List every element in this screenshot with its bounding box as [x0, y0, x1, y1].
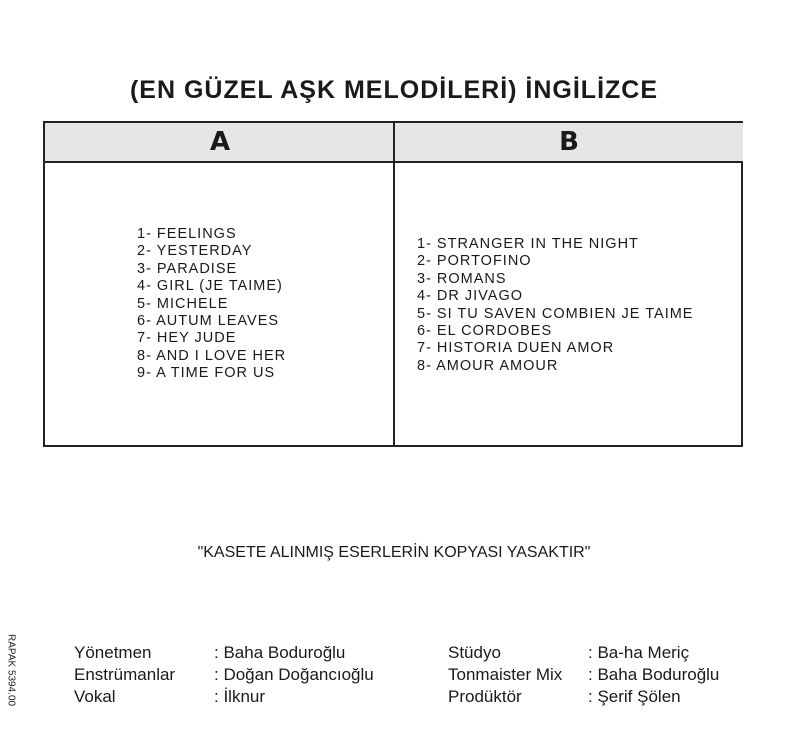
tracklist-table: [43, 121, 743, 447]
track-item: 2- YESTERDAY: [137, 243, 253, 260]
track-item: 4- GIRL (JE TAIME): [137, 278, 283, 295]
track-item: 1- STRANGER IN THE NIGHT: [417, 236, 639, 252]
side-b-tracklist: [417, 236, 693, 375]
track-item: 9- A TIME FOR US: [137, 365, 276, 382]
credit-label: Vokal: [74, 687, 116, 706]
credit-label: Yönetmen: [74, 643, 152, 662]
track-item: 5- SI TU SAVEN COMBIEN JE TAIME: [417, 305, 694, 322]
track-item: 4- DR JIVAGO: [417, 288, 523, 305]
credit-label: Stüdyo: [448, 643, 501, 662]
track-item: 6- EL CORDOBES: [417, 323, 553, 340]
credit-value: : Ba-ha Meriç: [588, 643, 690, 662]
track-item: 7- HISTORIA DUEN AMOR: [417, 340, 615, 357]
credit-label: Prodüktör: [448, 687, 522, 706]
credit-value: : Baha Boduroğlu: [214, 643, 346, 662]
side-a-header: A: [45, 123, 395, 163]
credit-value: : Baha Boduroğlu: [588, 665, 720, 684]
credit-row: [74, 642, 374, 664]
side-a-tracklist: [137, 226, 286, 383]
credit-row: [448, 642, 719, 664]
credit-value: : Doğan Doğancıoğlu: [214, 665, 374, 684]
credit-label: Tonmaister Mix: [448, 665, 563, 684]
credit-value: : İlknur: [214, 687, 266, 706]
credits-right: [448, 642, 719, 708]
credit-row: [448, 664, 719, 686]
credit-row: [74, 686, 374, 708]
credit-row: [448, 686, 719, 708]
track-item: 8- AND I LOVE HER: [137, 347, 287, 364]
track-item: 3- ROMANS: [417, 270, 507, 287]
credit-value: : Şerif Şölen: [588, 687, 681, 706]
side-b-header: B: [395, 123, 743, 163]
column-divider: [393, 123, 395, 445]
album-title: (EN GÜZEL AŞK MELODİLERİ) İNGİLİZCE: [129, 76, 659, 104]
track-item: 5- MICHELE: [137, 295, 229, 312]
track-item: 1- FEELINGS: [137, 226, 237, 242]
credit-row: [74, 664, 374, 686]
track-item: 6- AUTUM LEAVES: [137, 313, 280, 330]
track-item: 7- HEY JUDE: [137, 330, 237, 347]
copy-prohibited-notice: "KASETE ALINMIŞ ESERLERİN KOPYASI YASAKTIR": [197, 544, 591, 561]
catalog-code: RAPAK 5394.00: [5, 633, 17, 707]
credit-label: Enstrümanlar: [74, 665, 176, 684]
track-item: 2- PORTOFINO: [417, 253, 532, 270]
credits-left: [74, 642, 374, 708]
track-item: 3- PARADISE: [137, 260, 238, 277]
track-item: 8- AMOUR AMOUR: [417, 357, 559, 374]
